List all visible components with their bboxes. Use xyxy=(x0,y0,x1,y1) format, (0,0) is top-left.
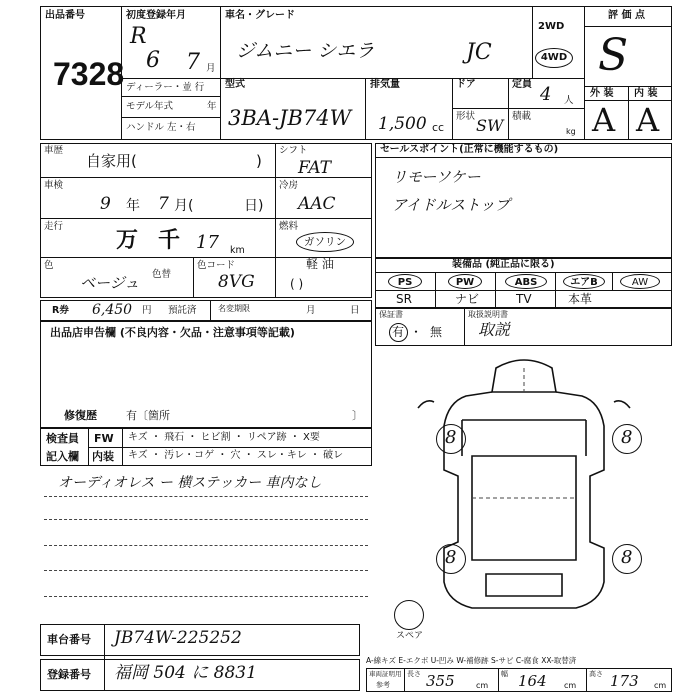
fuel-gasoline-circled xyxy=(296,232,354,252)
inspection-day-unit: 日) xyxy=(244,198,264,214)
height-label: 高さ xyxy=(589,670,603,678)
capacity-label: 定員 xyxy=(512,79,532,90)
tire-front-right: 8 xyxy=(621,427,633,448)
warranty-yes: 有 xyxy=(392,325,405,339)
recycle-amount: 6,450 xyxy=(92,302,133,318)
mileage-value: 17 xyxy=(196,232,219,253)
repair-label: 修復歴 xyxy=(64,409,97,422)
first-reg-month: 7 xyxy=(186,50,200,75)
sales-line-2: アイドルストップ xyxy=(392,196,510,214)
equip-navi: ナビ xyxy=(455,292,480,306)
tire-rear-left: 8 xyxy=(445,547,457,568)
recycle-day: 日 xyxy=(350,305,360,316)
dim-label-1: 車両証明用 xyxy=(369,670,402,678)
meigi-label: 名変期限 xyxy=(218,304,250,313)
model-year-label: モデル年式 xyxy=(126,101,174,112)
spare-tire-circle xyxy=(394,600,424,630)
inspector-fw-items: キズ ・ 飛石 ・ ヒビ割 ・ リペア跡 ・ X要 xyxy=(128,432,320,443)
mileage-label: 走行 xyxy=(44,221,64,232)
height-value: 173 xyxy=(610,672,639,690)
sales-label: セールスポイント(正常に機能するもの) xyxy=(380,144,559,155)
year-unit: 年 xyxy=(207,101,217,112)
score-label: 評 価 点 xyxy=(608,10,645,21)
drive-4wd: 4WD xyxy=(540,52,568,63)
warranty-label: 保証書 xyxy=(379,310,403,319)
displacement-label: 排気量 xyxy=(370,79,400,90)
drive-2wd: 2WD xyxy=(538,21,565,32)
grade: JC xyxy=(466,40,492,65)
dealer-label: ディーラー・並 行 xyxy=(126,82,205,93)
load-label: 積載 xyxy=(512,111,532,122)
history-label: 車歴 xyxy=(44,145,64,156)
person-unit: 人 xyxy=(564,95,574,106)
tire-rear-right: 8 xyxy=(621,547,633,568)
chassis-label: 車台番号 xyxy=(47,633,91,646)
exterior-label: 外 装 xyxy=(590,88,614,99)
recycle-deposit: 預託済 xyxy=(168,305,197,316)
interior-grade: A xyxy=(636,101,660,139)
mileage-sen: 千 xyxy=(158,228,181,253)
length-cm: cm xyxy=(476,681,489,690)
dim-label-2: 参考 xyxy=(376,681,390,689)
handle-label: ハンドル 左・右 xyxy=(126,122,196,133)
equip-leather: 本革 xyxy=(568,292,593,306)
drive-4wd-circled xyxy=(535,48,573,68)
inspection-label: 車検 xyxy=(44,180,64,191)
registration-number: 福岡 504 に 8831 xyxy=(114,663,257,683)
equip-pw: PW xyxy=(448,274,482,289)
inspection-month-unit: 月( xyxy=(174,198,194,214)
shift-label: シフト xyxy=(279,145,308,156)
shift-value: FAT xyxy=(298,158,332,178)
fuel-other: ( ) xyxy=(290,277,304,291)
inspection-month: 7 xyxy=(158,194,169,214)
length-value: 355 xyxy=(426,672,455,690)
height-cm: cm xyxy=(654,681,667,690)
inspection-year-unit: 年 xyxy=(126,198,140,214)
manual-label: 取扱説明書 xyxy=(468,310,508,319)
inspector-int: 内装 xyxy=(92,450,114,463)
color-code: 8VG xyxy=(218,272,255,292)
mileage-man: 万 xyxy=(116,228,139,253)
recycle-yen: 円 xyxy=(142,305,152,316)
width-label: 幅 xyxy=(501,670,508,678)
car-name-label: 車名・グレード xyxy=(225,10,295,21)
mileage-unit: km xyxy=(230,245,245,256)
cc-unit: cc xyxy=(432,121,445,134)
registration-label: 登録番号 xyxy=(47,668,91,681)
exterior-grade: A xyxy=(592,101,616,139)
warranty-no: 無 xyxy=(430,325,443,339)
shape: SW xyxy=(476,116,504,135)
equip-ps: PS xyxy=(388,274,422,289)
fuel-gasoline: ガソリン xyxy=(304,236,346,248)
door-label: ドア xyxy=(456,79,476,90)
car-diagram xyxy=(376,346,672,628)
history-close: ) xyxy=(256,152,262,170)
tire-front-left: 8 xyxy=(445,427,457,448)
equipment-label: 装備品 (純正品に限る) xyxy=(452,259,555,270)
lot-label: 出品番号 xyxy=(45,10,85,21)
fuel-label: 燃料 xyxy=(279,221,299,232)
repair-close: 〕 xyxy=(352,409,363,422)
interior-label: 内 装 xyxy=(634,88,658,99)
inspector-fw: FW xyxy=(94,432,114,445)
inspector-label-2: 記入欄 xyxy=(46,450,79,463)
month-unit: 月 xyxy=(206,63,216,74)
era: R xyxy=(130,24,147,49)
declaration-label: 出品店申告欄 (不良内容・欠品・注意事項等記載) xyxy=(50,326,295,339)
length-label: 長さ xyxy=(407,670,421,678)
width-cm: cm xyxy=(564,681,577,690)
history-value: 自家用( xyxy=(86,152,137,170)
first-reg-year: 6 xyxy=(146,48,160,73)
color-change-label: 色替 xyxy=(152,269,172,280)
capacity: 4 xyxy=(540,84,552,105)
damage-legend: A-線キズ E-エクボ U-凹み W-補修跡 S-サビ C-腐食 XX-取替済 xyxy=(366,656,577,665)
width-value: 164 xyxy=(518,672,547,690)
shape-label: 形状 xyxy=(456,111,476,122)
warranty-sep: ・ xyxy=(410,325,423,339)
recycle-label: R券 xyxy=(52,305,69,316)
kg-unit: kg xyxy=(566,127,576,136)
equip-abs: ABS xyxy=(505,274,547,289)
color-code-label: 色コード xyxy=(197,260,236,271)
equip-airbag: エアB xyxy=(563,274,605,289)
ac-label: 冷房 xyxy=(279,180,299,191)
displacement: 1,500 xyxy=(378,114,427,134)
inspector-label-1: 検査員 xyxy=(46,432,79,445)
equip-aw: AW xyxy=(620,274,660,289)
manual-value: 取説 xyxy=(478,320,511,339)
car-name: ジムニー シエラ xyxy=(236,40,375,62)
fuel-diesel: 軽 油 xyxy=(306,257,334,271)
first-reg-label: 初度登録年月 xyxy=(126,10,186,21)
repair-value: 有〔箇所 xyxy=(126,409,170,422)
ac-value: AAC xyxy=(298,194,336,214)
color-label: 色 xyxy=(44,260,54,271)
recycle-month: 月 xyxy=(306,305,316,316)
type-label: 型式 xyxy=(225,79,245,90)
chassis-number: JB74W-225252 xyxy=(114,628,242,648)
lot-number: 7328 xyxy=(53,56,125,92)
score: S xyxy=(598,30,629,81)
model-code: 3BA-JB74W xyxy=(228,106,352,130)
equip-sr: SR xyxy=(396,292,412,306)
inspection-year: 9 xyxy=(100,194,111,214)
recycle-row xyxy=(40,300,372,321)
spare-label: スペア xyxy=(396,631,424,641)
equip-tv: TV xyxy=(516,292,532,306)
sales-line-1: リモーソケー xyxy=(392,168,481,186)
color-value: ベージュ xyxy=(80,274,140,292)
inspector-int-items: キズ ・ 汚レ・コゲ ・ 穴 ・ スレ・キレ ・ 破レ xyxy=(128,450,344,461)
inspector-note: オーディオレス ー 横ステッカー 車内なし xyxy=(58,475,322,491)
